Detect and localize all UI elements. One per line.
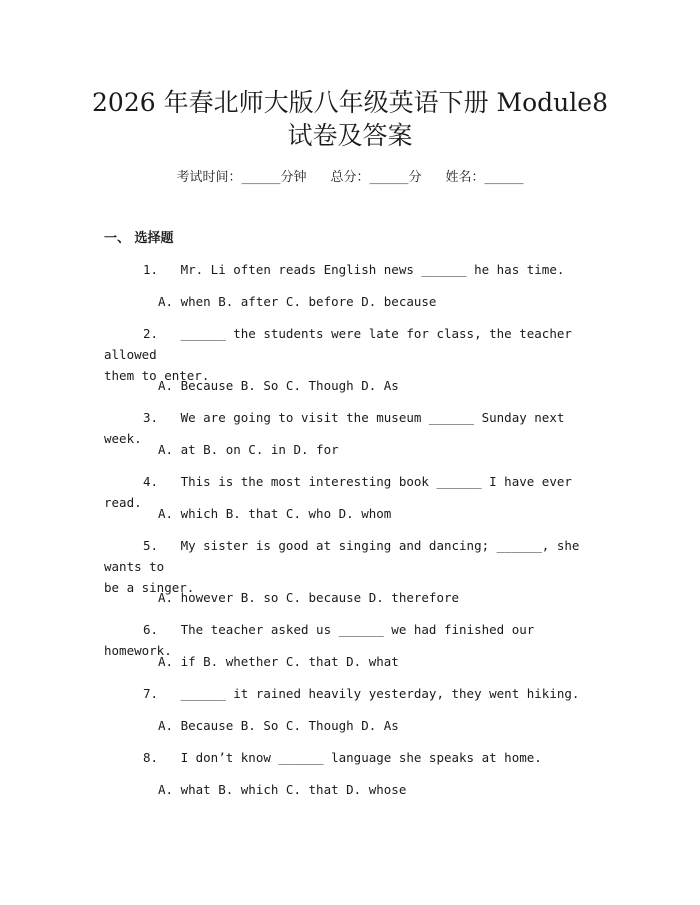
section-title: 一、 选择题 bbox=[104, 231, 174, 246]
question-1 bbox=[104, 259, 594, 280]
question-number: 2. bbox=[142, 326, 158, 341]
question-number: 3. bbox=[142, 410, 158, 425]
question-3-options: A. at B. on C. in D. for bbox=[158, 442, 339, 457]
question-2-options: A. Because B. So C. Though D. As bbox=[158, 378, 399, 393]
exam-meta bbox=[0, 169, 700, 187]
question-number: 4. bbox=[142, 474, 158, 489]
question-stem-continued: them to enter. bbox=[104, 368, 210, 383]
question-number: 6. bbox=[142, 622, 158, 637]
exam-time-field: 考试时间：______分钟 bbox=[176, 170, 307, 185]
page-title-line2: 试卷及答案 bbox=[287, 121, 413, 150]
question-4-options: A. which B. that C. who D. whom bbox=[158, 506, 392, 521]
question-8 bbox=[104, 747, 594, 768]
question-number: 1. bbox=[142, 262, 158, 277]
question-stem: I don’t know ______ language she speaks at home. bbox=[180, 750, 542, 765]
question-stem: Mr. Li often reads English news ______ he has time. bbox=[180, 262, 565, 277]
question-stem: ______ the students were late for class, the teacher allowed bbox=[104, 326, 572, 362]
question-stem: The teacher asked us ______ we had finished our homework. bbox=[104, 622, 535, 658]
question-stem: My sister is good at singing and dancing; ______, she wants to bbox=[104, 538, 580, 574]
page-title-line1: 2026 年春北师大版八年级英语下册 Module8 bbox=[92, 88, 608, 117]
exam-score-field: 总分：______分 bbox=[330, 170, 422, 185]
question-stem-continued: be a singer. bbox=[104, 580, 195, 595]
question-stem: We are going to visit the museum ______ Sunday next week. bbox=[104, 410, 565, 446]
question-7 bbox=[104, 683, 594, 704]
question-6-options: A. if B. whether C. that D. what bbox=[158, 654, 399, 669]
question-number: 7. bbox=[142, 686, 158, 701]
question-8-options: A. what B. which C. that D. whose bbox=[158, 782, 407, 797]
question-stem: ______ it rained heavily yesterday, they went hiking. bbox=[180, 686, 580, 701]
question-5-options: A. however B. so C. because D. therefore bbox=[158, 590, 460, 605]
exam-name-field: 姓名：______ bbox=[445, 170, 524, 185]
question-7-options: A. Because B. So C. Though D. As bbox=[158, 718, 399, 733]
question-number: 5. bbox=[142, 538, 158, 553]
question-1-options: A. when B. after C. before D. because bbox=[158, 294, 437, 309]
question-number: 8. bbox=[142, 750, 158, 765]
question-stem: This is the most interesting book ______ I have ever read. bbox=[104, 474, 572, 510]
